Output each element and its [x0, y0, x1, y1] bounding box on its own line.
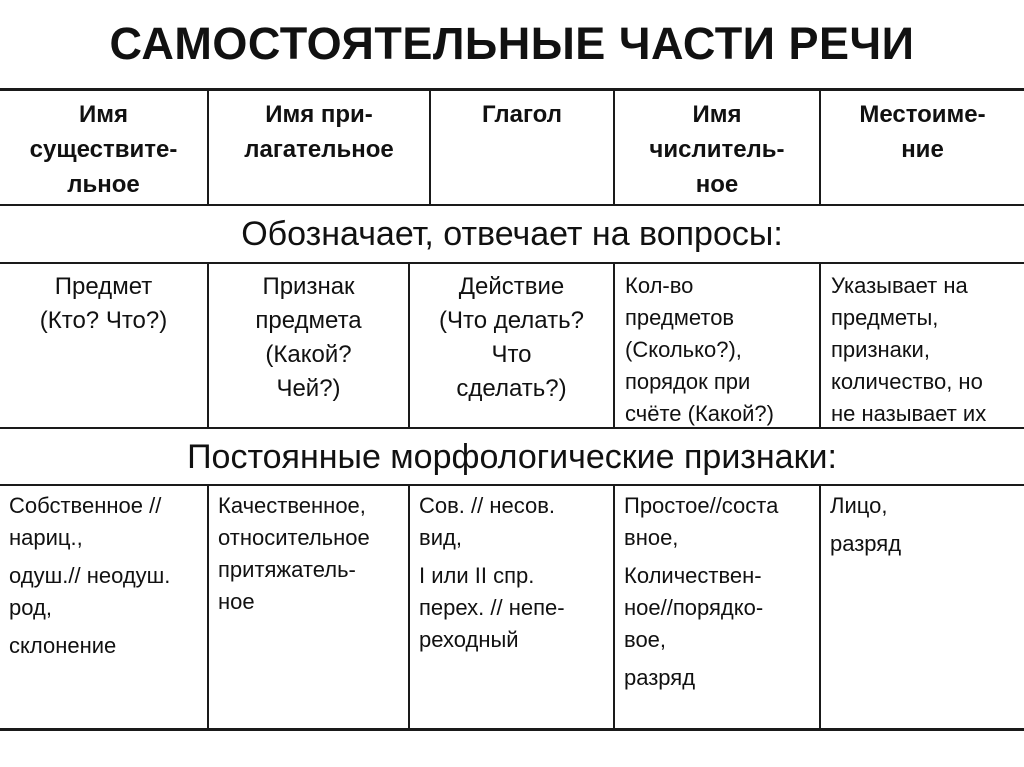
header-line: числитель-	[649, 136, 785, 163]
header-line: льное	[67, 171, 140, 198]
header-line: существите-	[29, 136, 178, 163]
feature-line: реходный	[419, 627, 519, 652]
meaning-line: порядок при	[625, 369, 751, 394]
feature-line: вое,	[624, 627, 667, 652]
section-heading-features: Постоянные морфологические признаки:	[187, 438, 837, 476]
feature-line: Простое//соста	[624, 493, 779, 518]
header-noun	[0, 97, 207, 202]
feature-line: нариц.,	[9, 525, 83, 550]
features-pronoun	[821, 490, 1024, 560]
meaning-line: (Кто? Что?)	[39, 307, 168, 334]
header-line: Имя	[78, 101, 128, 128]
header-line: Имя	[692, 101, 742, 128]
header-line: лагательное	[244, 136, 394, 163]
header-pronoun	[821, 97, 1024, 167]
header-line: Местоиме-	[859, 101, 986, 128]
meaning-line: сделать?)	[456, 375, 567, 402]
meaning-line: предмета	[255, 307, 362, 334]
meaning-line: Что	[491, 341, 532, 368]
table-top-border	[0, 88, 1024, 91]
header-line: ное	[695, 171, 739, 198]
feature-line: Сов. // несов.	[419, 493, 556, 518]
feature-line: ное//порядко-	[624, 595, 764, 620]
feature-line: вид,	[419, 525, 462, 550]
feature-line: разряд	[830, 531, 902, 556]
meaning-numeral	[615, 270, 819, 430]
feature-line: притяжатель-	[218, 557, 356, 582]
header-numeral	[615, 97, 819, 202]
meaning-line: количество, но	[831, 369, 983, 394]
feature-line: разряд	[624, 665, 696, 690]
meaning-noun	[0, 270, 207, 338]
header-verb	[431, 97, 613, 132]
feature-line: Лицо,	[830, 493, 888, 518]
features-adjective	[209, 490, 408, 618]
feature-line: относительное	[218, 525, 370, 550]
meaning-adjective	[209, 270, 408, 406]
page-title: САМОСТОЯТЕЛЬНЫЕ ЧАСТИ РЕЧИ	[109, 18, 915, 69]
meaning-line: Признак	[262, 273, 355, 300]
feature-line: одуш.// неодуш.	[9, 563, 171, 588]
feature-line: ное	[218, 589, 255, 614]
meaning-line: (Сколько?),	[625, 337, 742, 362]
meaning-pronoun	[821, 270, 1024, 430]
header-adjective	[209, 97, 429, 167]
meaning-line: Указывает на	[831, 273, 968, 298]
meaning-line: Кол-во	[625, 273, 694, 298]
features-numeral	[615, 490, 819, 694]
header-row-divider	[0, 204, 1024, 206]
meaning-line: Чей?)	[276, 375, 341, 402]
header-line: Глагол	[482, 101, 562, 128]
feature-line: Качественное,	[218, 493, 366, 518]
feature-line: склонение	[9, 633, 117, 658]
meaning-line: счёте (Какой?)	[625, 401, 774, 426]
feature-line: род,	[9, 595, 52, 620]
feature-line: Количествен-	[624, 563, 762, 588]
meaning-verb	[410, 270, 613, 406]
feature-line: I или II спр.	[419, 563, 535, 588]
features-verb	[410, 490, 613, 656]
meaning-line: (Какой?	[265, 341, 352, 368]
meaning-line: предметов	[625, 305, 735, 330]
feature-line: вное,	[624, 525, 679, 550]
section-heading-meaning: Обозначает, отвечает на вопросы:	[241, 215, 783, 253]
meaning-line: Действие	[458, 273, 565, 300]
meaning-line: предметы,	[831, 305, 939, 330]
meaning-line: признаки,	[831, 337, 930, 362]
section2-divider	[0, 484, 1024, 486]
features-noun	[0, 490, 207, 662]
meaning-line: Предмет	[54, 273, 153, 300]
meaning-line: (Что делать?	[439, 307, 584, 334]
header-line: ние	[901, 136, 944, 163]
header-line: Имя при-	[265, 101, 373, 128]
feature-line: перех. // непе-	[419, 595, 565, 620]
table-bottom-border	[0, 728, 1024, 731]
feature-line: Собственное //	[9, 493, 162, 518]
section1-divider	[0, 262, 1024, 264]
meaning-line: не называет их	[831, 401, 987, 426]
